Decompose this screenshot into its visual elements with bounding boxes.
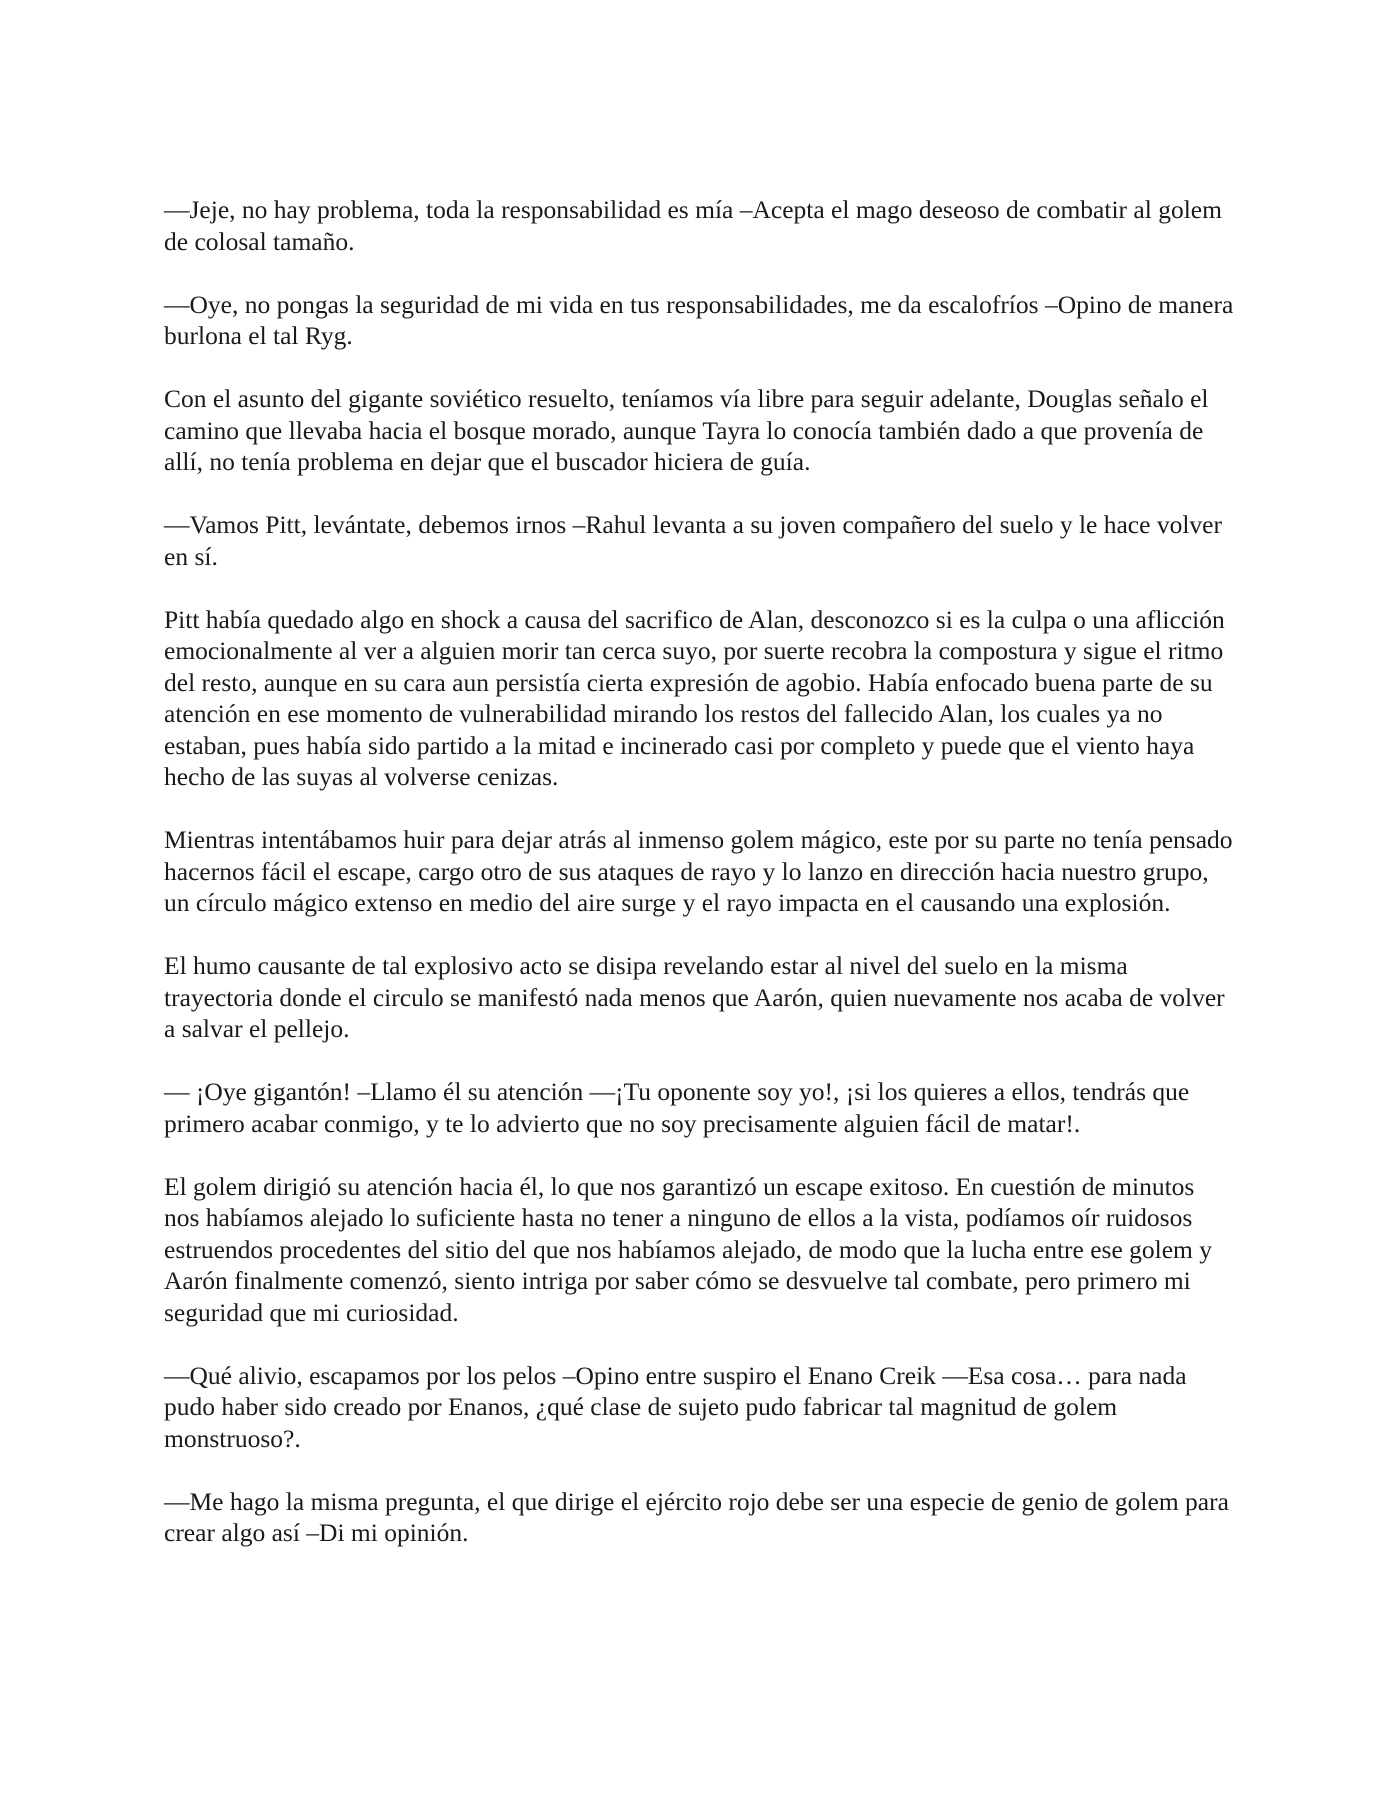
paragraph: —Qué alivio, escapamos por los pelos –Opino entre suspiro el Enano Creik —Esa cosa… para nada pudo haber sido creado por Enanos, ¿qué clase de sujeto pudo fabricar tal magnitud de golem monstruoso?. [164, 1360, 1187, 1453]
paragraph: —Oye, no pongas la seguridad de mi vida en tus responsabilidades, me da escalofríos –Opino de manera burlona el tal Ryg. [164, 289, 1234, 350]
paragraph: El golem dirigió su atención hacia él, lo que nos garantizó un escape exitoso. En cuestión de minutos nos habíamos alejado lo suficiente hasta no tener a ninguno de ellos a la vista, podíamos oír ruidosos estruendos procedentes del sitio del que nos habíamos alejado, de modo que la lucha entre ese golem y Aarón finalmente comenzó, siento intriga por saber cómo se desvuelve tal combate, pero primero mi seguridad que mi curiosidad. [164, 1171, 1213, 1327]
body-text [164, 194, 1234, 1580]
paragraph: Mientras intentábamos huir para dejar atrás al inmenso golem mágico, este por su parte no tenía pensado hacernos fácil el escape, cargo otro de sus ataques de rayo y lo lanzo en dirección hacia nuestro grupo, un círculo mágico extenso en medio del aire surge y el rayo impacta en el causando una explosión. [164, 825, 1233, 917]
paragraph: Con el asunto del gigante soviético resuelto, teníamos vía libre para seguir adelante, Douglas señalo el camino que llevaba hacia el bosque morado, aunque Tayra lo conocía también dado a que provenía de allí, no tenía problema en dejar que el buscador hiciera de guía. [164, 384, 1209, 476]
paragraph: —Jeje, no hay problema, toda la responsabilidad es mía –Acepta el mago deseoso de combatir al golem de colosal tamaño. [164, 195, 1222, 256]
paragraph: —Me hago la misma pregunta, el que dirige el ejército rojo debe ser una especie de genio de golem para crear algo así –Di mi opinión. [164, 1486, 1229, 1547]
paragraph: — ¡Oye gigantón! –Llamo él su atención —¡Tu oponente soy yo!, ¡si los quieres a ellos, tendrás que primero acabar conmigo, y te lo advierto que no soy precisamente alguien fácil de matar!. [164, 1077, 1190, 1138]
paragraph: Pitt había quedado algo en shock a causa del sacrifico de Alan, desconozco si es la culpa o una aflicción emocionalmente al ver a alguien morir tan cerca suyo, por suerte recobra la compostura y sigue el ritmo del resto, aunque en su cara aun persistía cierta expresión de agobio. Había enfocado buena parte de su atención en ese momento de vulnerabilidad mirando los restos del fallecido Alan, los cuales ya no estaban, pues había sido partido a la mitad e incinerado casi por completo y puede que el viento haya hecho de las suyas al volverse cenizas. [164, 604, 1225, 791]
paragraph: —Vamos Pitt, levántate, debemos irnos –Rahul levanta a su joven compañero del suelo y le hace volver en sí. [164, 510, 1222, 571]
paragraph: El humo causante de tal explosivo acto se disipa revelando estar al nivel del suelo en la misma trayectoria donde el circulo se manifestó nada menos que Aarón, quien nuevamente nos acaba de volver a salvar el pellejo. [164, 951, 1225, 1043]
